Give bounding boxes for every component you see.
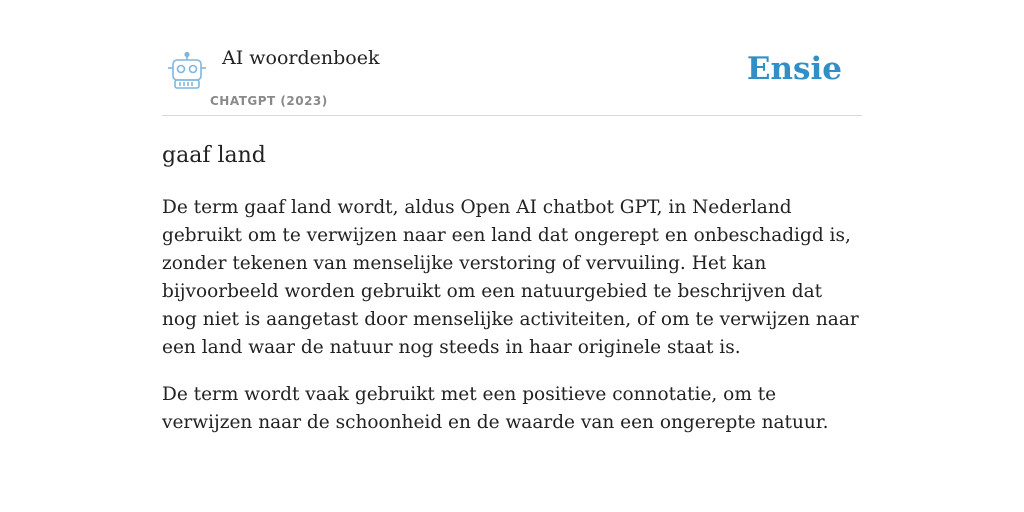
robot-icon — [165, 52, 209, 92]
definition-paragraph: De term wordt vaak gebruikt met een positieve connotatie, om te verwijzen naar de schoonheid en de waarde van een ongerepte natuur. — [162, 384, 829, 433]
definition-paragraph: De term gaaf land wordt, aldus Open AI chatbot GPT, in Nederland gebruikt om te verwijzen naar een land dat ongerept en onbeschadigd is, zonder tekenen van menselijke verstoring of vervuiling. Het kan bijvoorbeeld worden gebruikt om een natuurgebied te beschrijven dat nog niet is aangetast door menselijke activiteiten, of om te verwijzen naar een land waar de natuur nog steeds in haar originele staat is. — [162, 197, 859, 358]
term-heading: gaaf land — [162, 143, 266, 168]
definition-text — [162, 194, 862, 437]
source-label: CHATGPT (2023) — [210, 94, 328, 108]
entry-card — [162, 40, 862, 437]
entry-header — [162, 40, 862, 116]
dictionary-title[interactable]: AI woordenboek — [222, 47, 380, 69]
ensie-logo-link[interactable]: Ensie — [746, 51, 842, 87]
